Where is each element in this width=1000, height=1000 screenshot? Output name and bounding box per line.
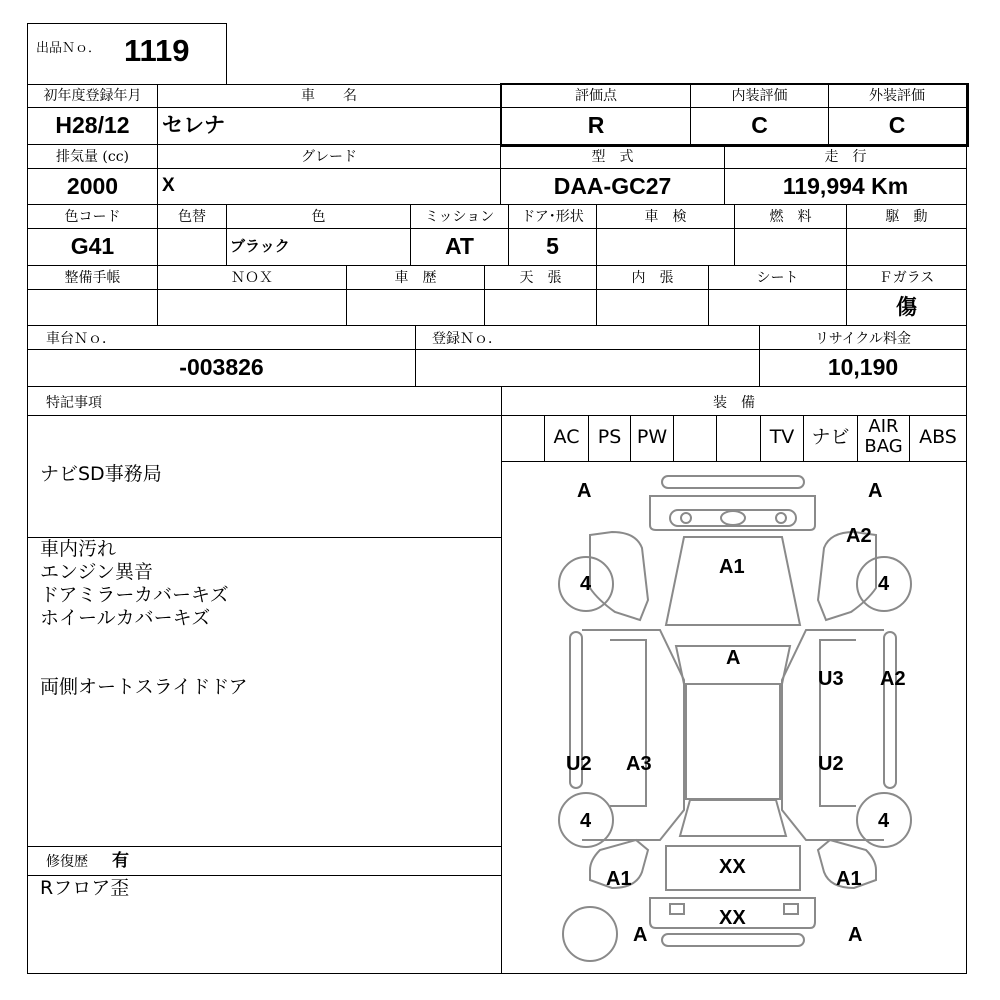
repair-note: Rフロア歪 [40,877,130,899]
remarks-line: ホイールカバーキズ [40,607,211,629]
equipment-item-navi: ナビ [811,426,850,448]
color-code-label: 色コード [64,209,121,225]
exterior-score-label: 外装評価 [869,88,925,104]
headliner-label: 天 張 [519,270,562,286]
repaint-label: 色替 [178,209,206,225]
fog-lamp-right [776,513,786,523]
interior-score-value: C [751,112,768,138]
first-registration-label: 初年度登録年月 [43,88,142,104]
mark-front-left-corner: A [577,480,592,502]
fuel-label: 燃 料 [769,209,812,225]
mark-left-rear-tire: 4 [580,810,592,832]
rear-lamp-left [670,904,684,914]
seat-label: シート [756,270,799,286]
rear-window [680,800,786,836]
repair-history-value: 有 [112,851,129,871]
hood [666,537,800,625]
displacement-label: 排気量 (cc) [55,149,130,165]
remarks-note-1-line: ナビSD事務局 [40,463,162,485]
equipment-item-abs: ABS [919,426,957,448]
f-glass-value: 傷 [896,295,917,319]
mark-left-rear-quarter: A1 [606,868,632,890]
doors-label: ドア･形状 [521,209,584,225]
remarks-label: 特記事項 [46,395,102,411]
lot-number: 1119 [124,33,190,68]
rear-lamp-right [784,904,798,914]
mark-left-front-tire: 4 [580,573,592,595]
model-value: DAA-GC27 [553,173,672,199]
equipment-item-ac: AC [553,426,580,448]
remarks-line: 車内汚れ [40,538,117,560]
chassis-label: 車台Ｎｏ． [46,331,116,347]
mark-right-front-tire: 4 [878,573,890,595]
registration-label: 登録Ｎｏ． [432,331,502,347]
interior-trim-label: 内 張 [631,270,674,286]
front-bumper-strip [662,476,804,488]
grade-label: グレード [301,149,357,165]
fog-lamp-left [681,513,691,523]
drive-label: 駆 動 [885,209,928,225]
recycle-label: リサイクル料金 [814,331,912,347]
mark-left-center: A3 [626,753,652,775]
equipment-item-airbag: AIR BAG [864,416,903,457]
mark-windshield: A1 [719,556,745,578]
mark-rear-bumper: XX [719,907,746,929]
roof [686,684,780,799]
lot-label: 出品Ｎｏ． [36,41,102,56]
remarks-line: ドアミラーカバーキズ [40,584,229,606]
mark-right-rear-tire: 4 [878,810,890,832]
car-diagram [502,462,966,973]
remarks-line: 両側オートスライドドア [40,676,248,698]
nox-label: ＮＯＸ [231,270,273,286]
color-code-value: G41 [70,233,115,259]
front-emblem [721,511,745,525]
grade-value: X [162,175,175,196]
score-label: 評価点 [575,88,617,104]
mark-roof-front: A [726,647,741,669]
color-label: 色 [311,209,326,225]
model-label: 型 式 [591,149,634,165]
equipment-item-ps: PS [597,426,622,448]
equipment-item-tv: TV [769,426,795,448]
spare-tire [563,907,617,961]
mark-back-door: XX [719,856,746,878]
mark-right-front-door: U3 [818,668,844,690]
equipment-label: 装 備 [713,395,755,411]
car-name-label: 車 名 [301,88,357,104]
mileage-value: 119,994 Km [782,173,909,199]
doors-value: 5 [546,233,559,259]
mark-right-side-panel: A2 [880,668,906,690]
remarks-line: エンジン異音 [40,561,154,583]
chassis-value: -003826 [179,354,264,380]
maintenance-label: 整備手帳 [64,270,121,286]
mark-rear-right-corner: A [848,924,863,946]
color-value: ブラック [230,237,290,255]
displacement-value: 2000 [66,173,119,199]
interior-score-label: 内装評価 [731,88,788,104]
repair-history-label: 修復歴 [46,854,88,870]
mark-right-rear-quarter: A1 [836,868,862,890]
mark-left-rear-door: U2 [566,753,592,775]
transmission-label: ミッション [424,209,495,225]
mileage-label: 走 行 [824,149,867,165]
recycle-value: 10,190 [827,354,899,380]
inspection-label: 車 検 [644,209,687,225]
left-body-outline [582,630,684,840]
history-label: 車 歴 [394,270,437,286]
exterior-score-value: C [888,112,906,138]
right-body-outline [782,630,884,840]
score-value: R [587,112,605,138]
mark-front-right-corner: A [868,480,883,502]
mark-right-front-fender: A2 [846,525,872,547]
front-grille [670,510,796,526]
left-front-door [610,640,646,806]
rear-bumper-strip [662,934,804,946]
car-name-value: セレナ [162,113,225,137]
right-rocker [884,632,896,788]
mark-rear-left-corner: A [633,924,648,946]
transmission-value: AT [445,233,474,259]
first-registration-value: H28/12 [55,112,130,138]
mark-right-rear-door: U2 [818,753,844,775]
equipment-item-pw: PW [636,426,668,448]
right-front-door [820,640,856,806]
f-glass-label: Ｆガラス [878,270,935,286]
